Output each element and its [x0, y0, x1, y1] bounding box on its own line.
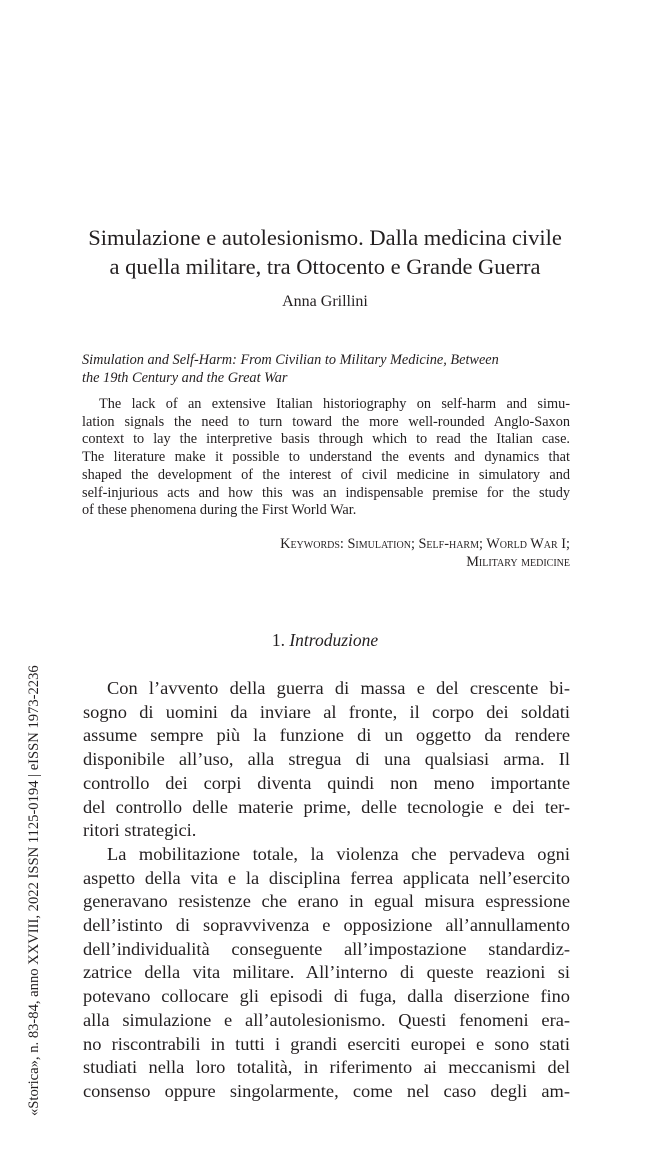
article-title-line: Simulazione e autolesionismo. Dalla medicina civile	[88, 225, 562, 250]
abstract-line: The lack of an extensive Italian historiography on self-harm and simu-	[99, 396, 570, 412]
body-line: Con l’avvento della guerra di massa e del crescente bi-	[107, 678, 570, 698]
body-text	[83, 677, 570, 1104]
abstract-title-line: Simulation and Self-Harm: From Civilian to Military Medicine, Between	[82, 352, 499, 368]
body-line: potevano collocare gli episodi di fuga, dalla diserzione fino	[83, 986, 570, 1007]
abstract-line: shaped the development of the interest of civil medicine in simulatory and	[82, 466, 570, 483]
body-line: controllo dei corpi diventa quindi non meno importante	[83, 772, 570, 793]
abstract-title	[82, 352, 572, 387]
body-line: consenso oppure singolarmente, come nel caso degli am-	[83, 1080, 570, 1101]
body-line: La mobilitazione totale, la violenza che pervadeva ogni	[107, 843, 570, 864]
body-line: assume sempre più la funzione di un oggetto da rendere	[83, 725, 570, 746]
section-number: 1.	[271, 630, 285, 650]
keywords	[82, 536, 570, 571]
body-line: aspetto della vita e la disciplina ferrea applicata nell’esercito	[83, 867, 570, 888]
section-heading	[60, 629, 590, 651]
body-line: no riscontrabili in tutti i grandi eserciti europei e sono stati	[83, 1033, 570, 1054]
section-title: Introduzione	[289, 630, 379, 650]
body-line: ritori strategici.	[83, 820, 197, 841]
abstract-line: self-injurious acts and how this was an indispensable premise for the study	[82, 484, 570, 501]
article-title-line: a quella militare, tra Ottocento e Grande Guerra	[109, 254, 541, 279]
body-line: del controllo delle materie prime, delle tecnologie e dei ter-	[83, 796, 570, 817]
body-line: dell’istinto di sopravvivenza e opposizione all’annullamento	[83, 915, 570, 936]
body-line: zatrice della vita militare. All’interno di queste reazioni si	[83, 962, 570, 983]
abstract-line: lation signals the need to turn toward the more well-rounded Anglo-Saxon	[82, 413, 570, 430]
abstract-line: The literature make it possible to understand the events and dynamics that	[82, 449, 570, 466]
abstract-line: context to lay the interpretive basis through which to read the Italian case.	[82, 431, 570, 448]
keywords-line: Military medicine	[466, 553, 570, 570]
article-title	[60, 223, 590, 281]
keywords-line: Keywords: Simulation; Self-harm; World War I;	[280, 536, 570, 552]
body-line: studiati nella loro totalità, in riferimento ai meccanismi del	[83, 1057, 570, 1078]
body-line: dell’individualità conseguente all’impostazione standardiz-	[83, 938, 570, 959]
body-line: alla simulazione e all’autolesionismo. Questi fenomeni era-	[83, 1009, 570, 1030]
journal-citation: «Storica», n. 83-84, anno XXVIII, 2022 ISSN 1125-0194 | eISSN 1973-2236	[26, 665, 42, 1116]
abstract-title-line: the 19th Century and the Great War	[82, 369, 288, 386]
body-line: sogno di uomini da inviare al fronte, il corpo dei soldati	[83, 701, 570, 722]
abstract-line: of these phenomena during the First World War.	[82, 502, 357, 519]
body-line: generavano resistenze che erano in egual misura espressione	[83, 891, 570, 912]
abstract-text	[82, 396, 570, 520]
author-name: Anna Grillini	[282, 293, 368, 310]
body-line: disponibile all’uso, alla stregua di una qualsiasi arma. Il	[83, 749, 570, 770]
